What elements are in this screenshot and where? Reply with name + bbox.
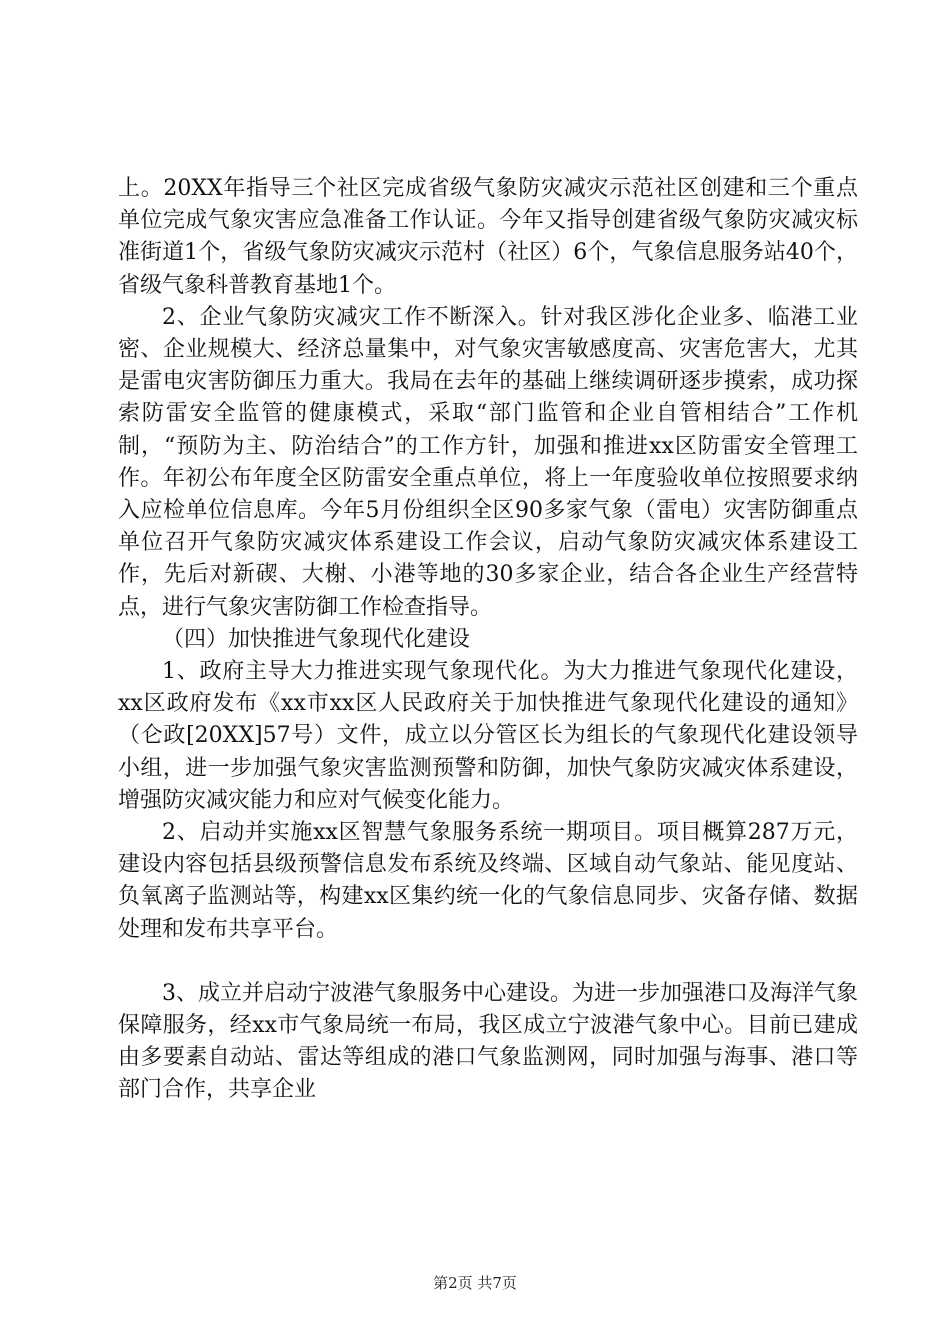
document-body — [118, 173, 858, 1107]
section-heading-modernization: （四）加快推进气象现代化建设 — [162, 626, 471, 652]
paragraph-enterprise-disaster-reduction: 2、企业气象防灾减灾工作不断深入。针对我区涉化企业多、临港工业密、企业规模大、经济总量集中，对气象灾害敏感度高、灾害危害大，尤其是雷电灾害防御压力重大。我局在去年的基础上继续调研逐步摸索，成功探索防雷安全监管的健康模式，采取“部门监管和企业自管相结合”工作机制，“预防为主、防治结合”的工作方针，加强和推进xx区防雷安全管理工作。年初公布年度全区防雷安全重点单位，将上一年度验收单位按照要求纳入应检单位信息库。今年5月份组织全区90多家气象（雷电）灾害防御重点单位召开气象防灾减灾体系建设工作会议，启动气象防灾减灾体系建设工作，先后对新碶、大榭、小港等地的30多家企业，结合各企业生产经营特点，进行气象灾害防御工作检查指导。 — [118, 304, 858, 620]
paragraph-port-weather-center: 3、成立并启动宁波港气象服务中心建设。为进一步加强港口及海洋气象保障服务，经xx市气象局统一布局，我区成立宁波港气象中心。目前已建成由多要素自动站、雷达等组成的港口气象监测网，同时加强与海事、港口等部门合作，共享企业 — [118, 980, 858, 1103]
page-number-footer: 第2页 共7页 — [433, 1274, 517, 1292]
paragraph-smart-weather-project: 2、启动并实施xx区智慧气象服务系统一期项目。项目概算287万元，建设内容包括县级预警信息发布系统及终端、区域自动气象站、能见度站、负氧离子监测站等，构建xx区集约统一化的气象信息同步、灾备存储、数据处理和发布共享平台。 — [118, 820, 858, 942]
paragraph-gap — [118, 946, 858, 978]
paragraph-continuation: 上。20XX年指导三个社区完成省级气象防灾减灾示范社区创建和三个重点单位完成气象灾害应急准备工作认证。今年又指导创建省级气象防灾减灾标准街道1个，省级气象防灾减灾示范村（社区）6个，气象信息服务站40个，省级气象科普教育基地1个。 — [118, 176, 858, 298]
paragraph-government-led: 1、政府主导大力推进实现气象现代化。为大力推进气象现代化建设，xx区政府发布《xx市xx区人民政府关于加快推进气象现代化建设的通知》（仑政[20XX]57号）文件，成立以分管区长为组长的气象现代化建设领导小组，进一步加强气象灾害监测预警和防御，加快气象防灾减灾体系建设，增强防灾减灾能力和应对气候变化能力。 — [118, 659, 858, 813]
